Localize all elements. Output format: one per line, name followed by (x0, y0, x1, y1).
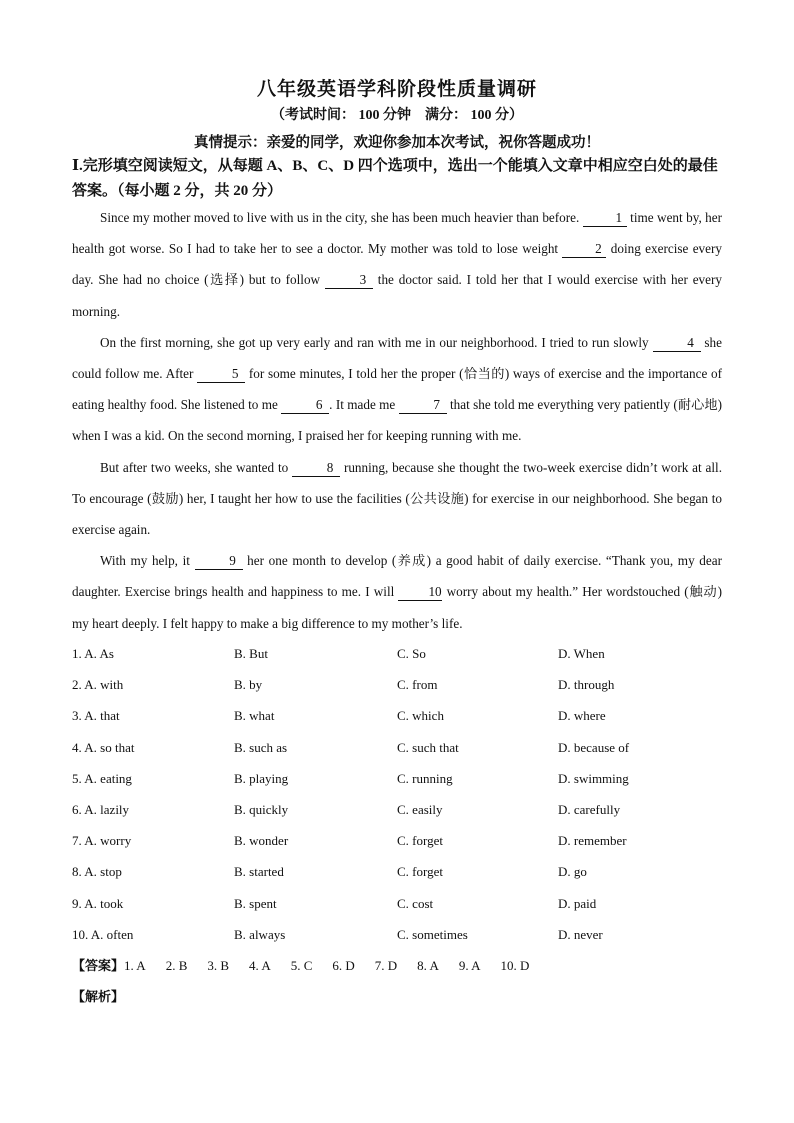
question-row (72, 638, 732, 669)
option-d: D. remember (558, 833, 627, 849)
section-heading: Ⅰ.完形填空阅读短文，从每题 A、B、C、D 四个选项中，选出一个能填入文章中相应空白处的最佳答案。（每小题 2 分，共 20 分） (72, 158, 718, 199)
blank-4: 4 (653, 335, 701, 352)
passage-text: . It made me (329, 397, 399, 413)
option-c: C. such that (397, 739, 459, 755)
answer-item: 8. A (417, 958, 439, 973)
question-row (72, 888, 732, 919)
answer-options (72, 638, 732, 950)
option-a: 5. A. eating (72, 770, 132, 786)
question-row (72, 669, 732, 700)
blank-1: 1 (583, 210, 627, 227)
option-d: D. never (558, 926, 603, 942)
encouragement-tip: 真情提示：亲爱的同学，欢迎你参加本次考试，祝你答题成功！ (194, 135, 600, 151)
option-c: C. easily (397, 801, 443, 817)
answer-item: 1. A (124, 958, 146, 973)
blank-3: 3 (325, 272, 373, 289)
option-c: C. from (397, 677, 438, 693)
option-b: B. wonder (234, 833, 289, 849)
option-d: D. When (558, 646, 605, 661)
option-d: D. paid (558, 895, 597, 911)
option-a: 6. A. lazily (72, 801, 130, 817)
paragraph-3 (72, 452, 722, 546)
option-c: C. sometimes (397, 926, 468, 942)
passage-text: Since my mother moved to live with us in the city, she has been much heavier than before. (100, 210, 583, 225)
option-b: B. spent (234, 895, 277, 911)
option-b: B. quickly (234, 801, 289, 817)
option-d: D. where (558, 708, 606, 724)
passage-text: On the first morning, she got up very early and ran with me in our neighborhood. I tried to run slowly (100, 334, 653, 350)
blank-8: 8 (292, 460, 340, 477)
option-a: 9. A. took (72, 895, 124, 911)
blank-10: 10 (398, 584, 442, 601)
passage-text: With my help, it (100, 553, 195, 569)
option-d: D. go (558, 864, 587, 880)
answer-item: 6. D (332, 958, 355, 973)
option-c: C. forget (397, 833, 443, 849)
option-b: B. always (234, 926, 286, 942)
option-b: B. by (234, 677, 263, 693)
option-c: C. which (397, 708, 444, 724)
question-row (72, 732, 732, 763)
answer-item: 7. D (374, 958, 398, 973)
passage-text: doing exercise every day. She had no choice (选择) but to follow (72, 241, 722, 288)
answer-item: 5. C (290, 958, 313, 973)
passage-text: that she told me everything very patiently (耐心地) when I was a kid. On the second morning, I praised her for keeping running with me. (72, 397, 722, 444)
option-c: C. running (397, 770, 453, 786)
exam-info: （考试时间： 100 分钟 满分： 100 分） (271, 108, 523, 123)
analysis-label: 【解析】 (72, 990, 125, 1005)
option-c: C. So (397, 646, 426, 661)
option-b: B. playing (234, 770, 289, 786)
blank-9: 9 (195, 553, 243, 570)
option-a: 1. A. As (72, 646, 114, 661)
passage-text: time went by, her health got worse. So I had to take her to see a doctor. My mother was told to lose weight (72, 210, 723, 257)
blank-2: 2 (562, 241, 606, 258)
blank-7: 7 (399, 397, 447, 414)
passage-text: she could follow me. After (72, 334, 722, 382)
cloze-passage (72, 202, 722, 639)
passage-text: for some minutes, I told her the proper (恰当的) ways of exercise and the importance of eating healthy food. She listened to me (72, 366, 723, 413)
option-b: B. started (234, 864, 284, 880)
passage-text: worry about my health.” Her wordstouched (触动) my heart deeply. I felt happy to make a big difference to my mother’s life. (72, 584, 722, 631)
answer-item: 10. D (500, 958, 530, 973)
answer-item: 2. B (165, 958, 188, 973)
passage-text: the doctor said. I told her that I would exercise with her every morning. (72, 272, 722, 319)
blank-5: 5 (197, 366, 245, 383)
option-d: D. through (558, 677, 615, 693)
answer-item: 9. A (458, 958, 481, 973)
option-a: 8. A. stop (72, 864, 122, 880)
blank-6: 6 (281, 397, 329, 414)
question-row (72, 700, 732, 731)
question-row (72, 919, 732, 950)
answer-item: 4. A (249, 958, 271, 973)
option-d: D. because of (558, 739, 630, 755)
option-a: 10. A. often (72, 926, 134, 942)
option-d: D. carefully (558, 801, 621, 817)
option-b: B. But (234, 646, 268, 661)
option-d: D. swimming (558, 770, 629, 786)
paragraph-4 (72, 545, 722, 639)
option-a: 2. A. with (72, 677, 124, 693)
page-title: 八年级英语学科阶段性质量调研 (256, 79, 537, 100)
answer-item: 3. B (207, 958, 230, 973)
paragraph-2 (72, 327, 722, 452)
question-row (72, 856, 732, 887)
question-row (72, 763, 732, 794)
option-c: C. cost (397, 895, 434, 911)
answer-key (72, 950, 732, 982)
paragraph-1 (72, 202, 722, 327)
question-row (72, 825, 732, 856)
option-c: C. forget (397, 864, 443, 880)
option-a: 7. A. worry (72, 833, 132, 849)
passage-text: running, because she thought the two-week exercise didn’t work at all. To encourage (鼓励) her, I taught her how to use the facilities (公共设施) for exercise in our neighborhood. She began to exercise again. (72, 459, 722, 538)
answer-label: 【答案】 (72, 959, 125, 974)
passage-text: But after two weeks, she wanted to (100, 459, 293, 475)
option-b: B. what (234, 708, 275, 724)
passage-text: her one month to develop (养成) a good habit of daily exercise. “Thank you, my dear daughter. Exercise brings health and happiness to me. I will (72, 553, 722, 600)
question-row (72, 794, 732, 825)
option-b: B. such as (234, 739, 288, 755)
option-a: 3. A. that (72, 708, 120, 724)
option-a: 4. A. so that (72, 739, 135, 755)
